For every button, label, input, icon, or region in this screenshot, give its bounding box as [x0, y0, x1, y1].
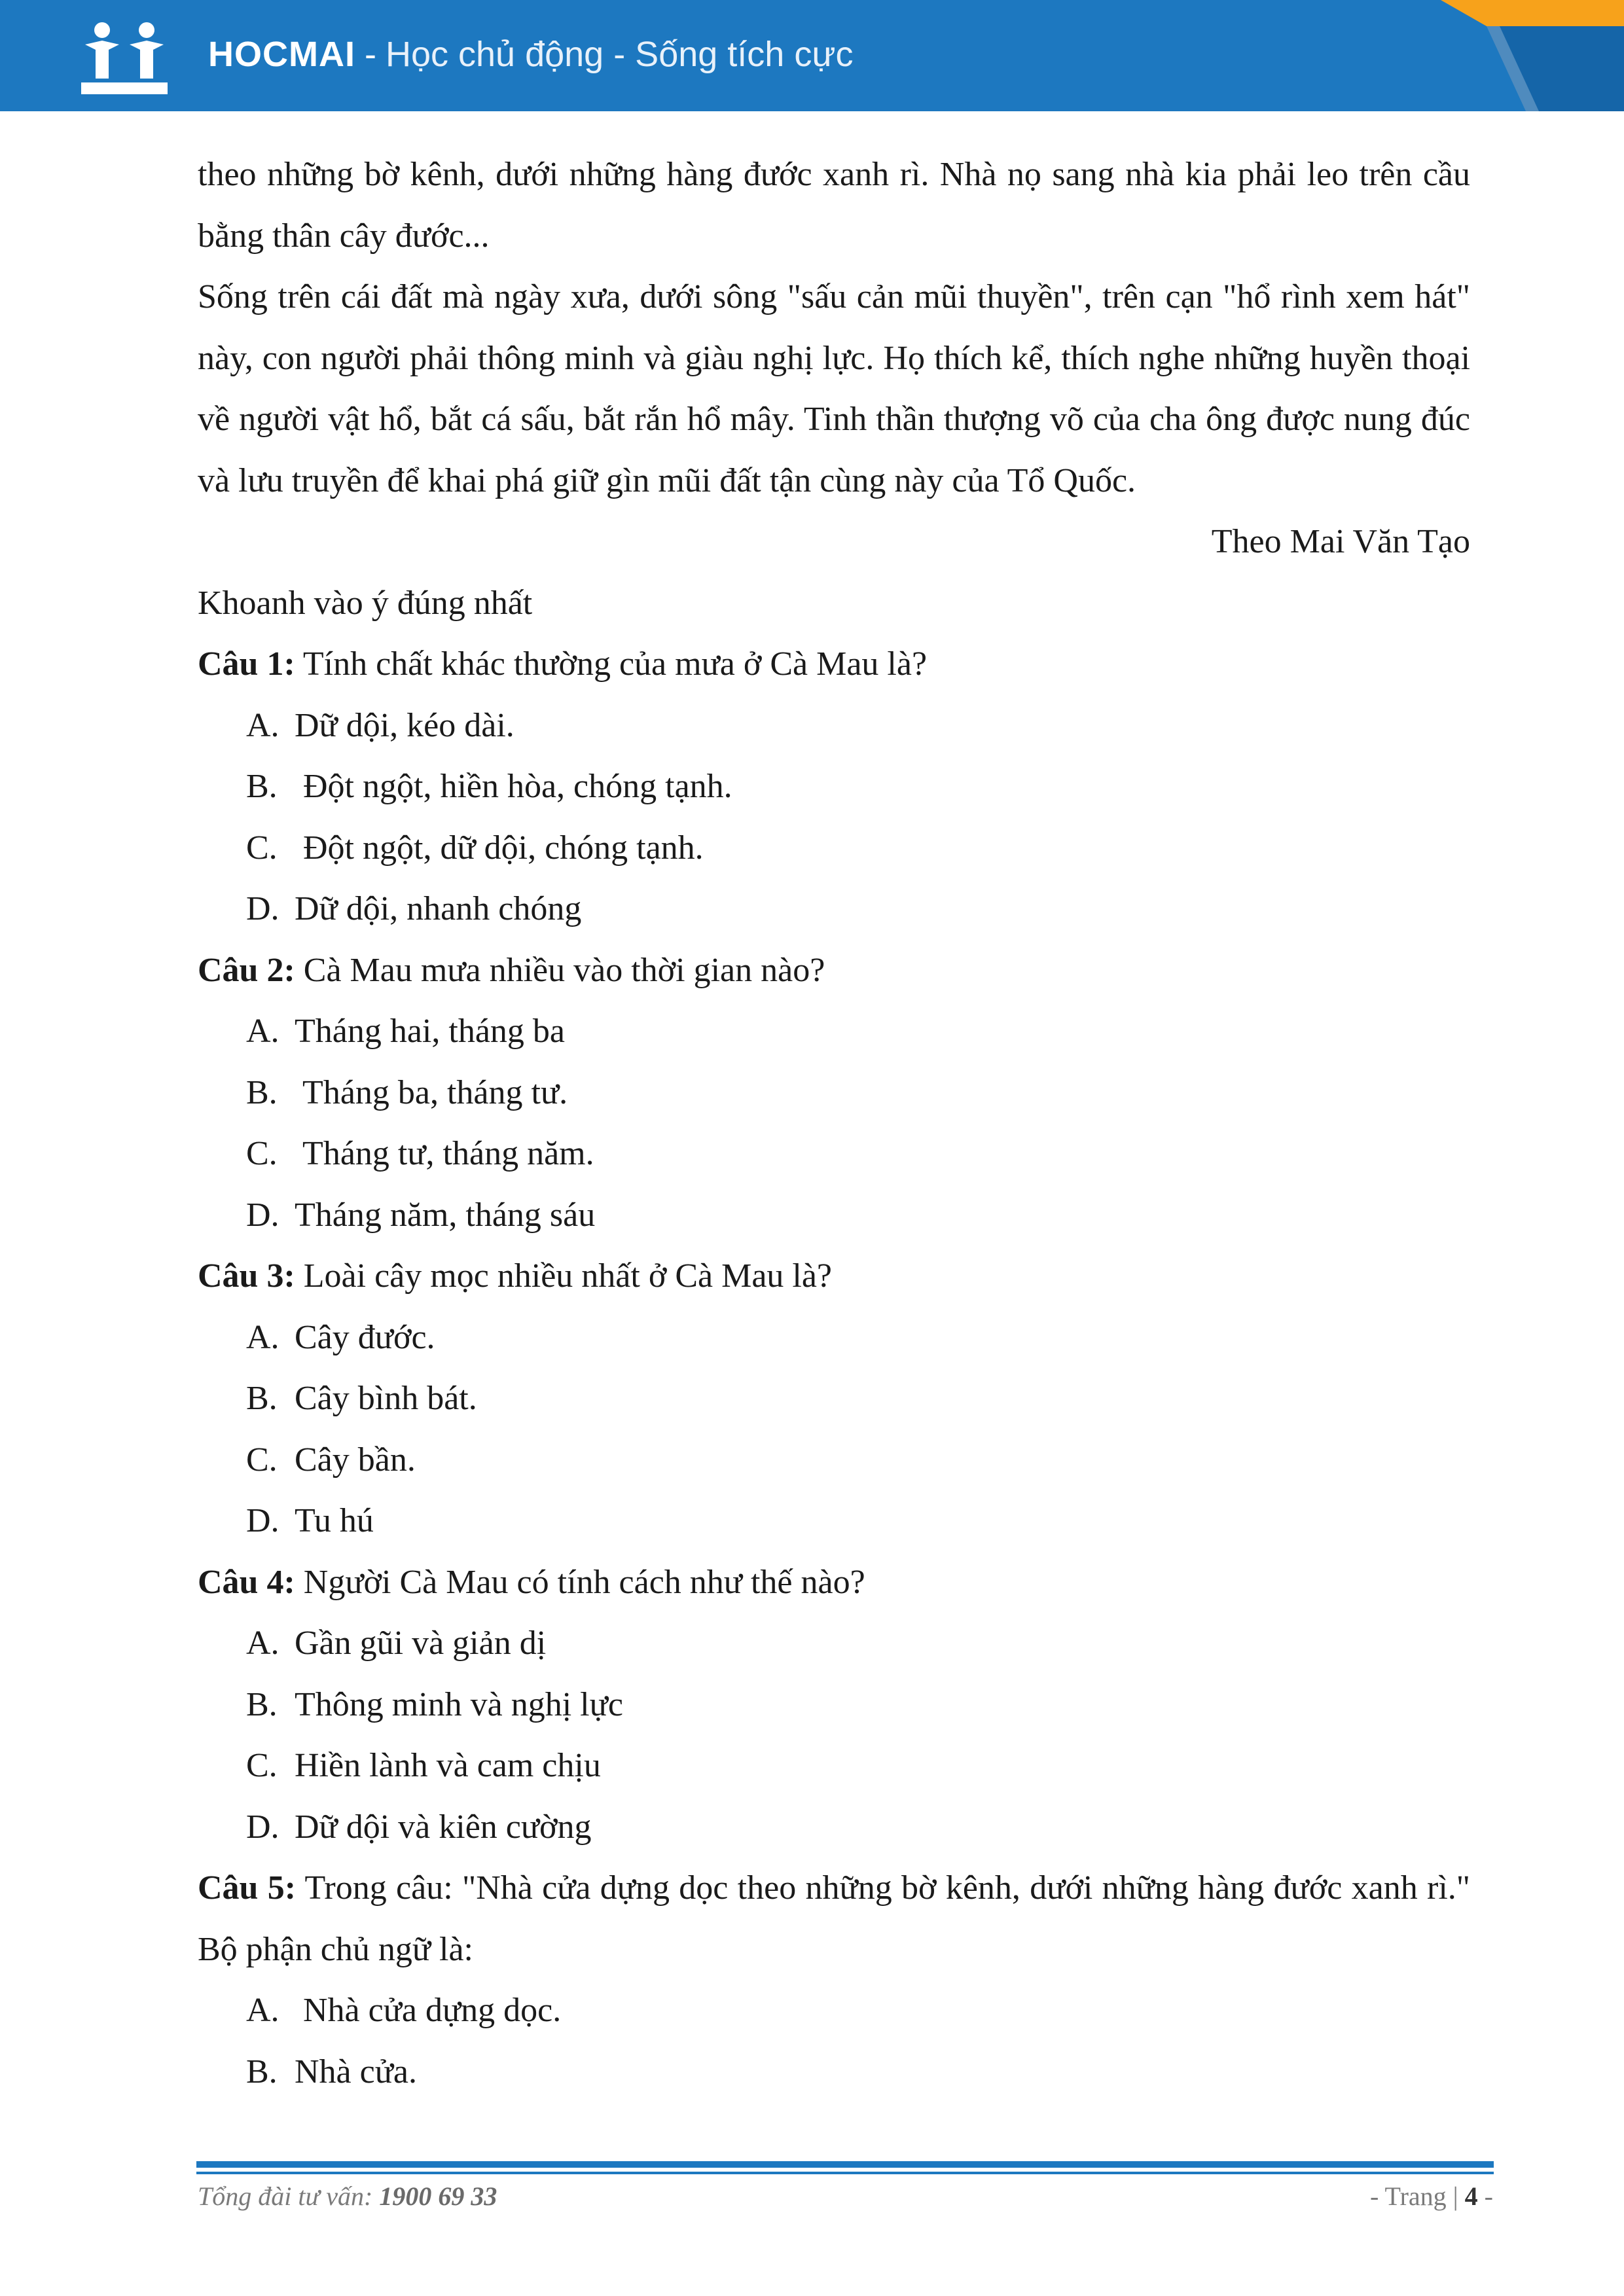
footer-divider-thin [196, 2172, 1494, 2174]
page-number: 4 [1464, 2181, 1478, 2211]
option-1c[interactable]: C. Đột ngột, dữ dội, chóng tạnh. [246, 829, 704, 867]
question-text: Trong câu: "Nhà cửa dựng dọc theo những bờ kênh, dưới những hàng đước xanh rì." Bộ phận chủ ngữ là: [198, 1869, 1470, 1968]
option-1b[interactable]: B. Đột ngột, hiền hòa, chóng tạnh. [246, 768, 732, 805]
question-3 [198, 1246, 1470, 1552]
hocmai-logo-icon [79, 18, 170, 96]
question-1 [198, 634, 1470, 940]
option-3d[interactable]: D. Tu hú [246, 1502, 374, 1539]
page-content [198, 144, 1470, 2102]
hotline-number: 1900 69 33 [379, 2181, 497, 2211]
option-4b[interactable]: B. Thông minh và nghị lực [246, 1685, 623, 1723]
page-prefix: - Trang | [1369, 2181, 1465, 2211]
question-text: Cà Mau mưa nhiều vào thời gian nào? [295, 951, 825, 989]
option-4c[interactable]: C. Hiền lành và cam chịu [246, 1747, 601, 1784]
header-band [0, 0, 1624, 111]
brand-separator: - [364, 35, 376, 74]
passage-source: Theo Mai Văn Tạo [1211, 523, 1470, 560]
option-4a[interactable]: A. Gần gũi và giản dị [246, 1624, 547, 1662]
question-5 [198, 1857, 1470, 2102]
header-accent-shape [1415, 0, 1624, 111]
option-2c[interactable]: C. Tháng tư, tháng năm. [246, 1135, 594, 1172]
option-2d[interactable]: D. Tháng năm, tháng sáu [246, 1196, 596, 1234]
question-label: Câu 4: [198, 1563, 295, 1601]
footer-divider [196, 2161, 1494, 2168]
option-5a[interactable]: A. Nhà cửa dựng dọc. [246, 1992, 562, 2029]
option-2a[interactable]: A. Tháng hai, tháng ba [246, 1013, 565, 1050]
question-text: Tính chất khác thường của mưa ở Cà Mau là? [295, 645, 928, 683]
option-3a[interactable]: A. Cây đước. [246, 1318, 435, 1356]
option-3b[interactable]: B. Cây bình bát. [246, 1380, 477, 1417]
brand-name: HOCMAI [208, 35, 355, 74]
question-label: Câu 5: [198, 1869, 297, 1907]
question-text: Loài cây mọc nhiều nhất ở Cà Mau là? [295, 1257, 833, 1295]
option-5b[interactable]: B. Nhà cửa. [246, 2053, 417, 2090]
option-4d[interactable]: D. Dữ dội và kiên cường [246, 1808, 592, 1846]
page-suffix: - [1477, 2181, 1493, 2211]
question-label: Câu 3: [198, 1257, 295, 1295]
brand-slogan: Học chủ động - Sống tích cực [385, 35, 854, 74]
instruction-text: Khoanh vào ý đúng nhất [198, 584, 533, 622]
question-label: Câu 2: [198, 951, 295, 989]
hotline-label: Tổng đài tư vấn: [198, 2181, 380, 2211]
option-3c[interactable]: C. Cây bần. [246, 1441, 416, 1479]
option-2b[interactable]: B. Tháng ba, tháng tư. [246, 1073, 568, 1111]
question-label: Câu 1: [198, 645, 295, 683]
footer-page-number [1370, 2181, 1493, 2212]
passage-paragraph-1: theo những bờ kênh, dưới những hàng đước xanh rì. Nhà nọ sang nhà kia phải leo trên cầu bằng thân cây đước... [198, 156, 1470, 255]
footer-hotline [198, 2181, 497, 2212]
question-text: Người Cà Mau có tính cách như thế nào? [295, 1563, 865, 1601]
option-1d[interactable]: D. Dữ dội, nhanh chóng [246, 890, 582, 927]
option-1a[interactable]: A. Dữ dội, kéo dài. [246, 706, 514, 744]
passage-paragraph-2: Sống trên cái đất mà ngày xưa, dưới sông "sấu cản mũi thuyền", trên cạn "hổ rình xem hát" này, con người phải thông minh và giàu nghị lực. Họ thích kể, thích nghe những huyền thoại về người vật hổ, bắt cá sấu, bắt rắn hổ mây. Tinh thần thượng võ của cha ông được nung đúc và lưu truyền để khai phá giữ gìn mũi đất tận cùng này của Tổ Quốc. [198, 278, 1470, 499]
brand-title [208, 34, 854, 75]
question-4 [198, 1552, 1470, 1858]
question-2 [198, 940, 1470, 1246]
